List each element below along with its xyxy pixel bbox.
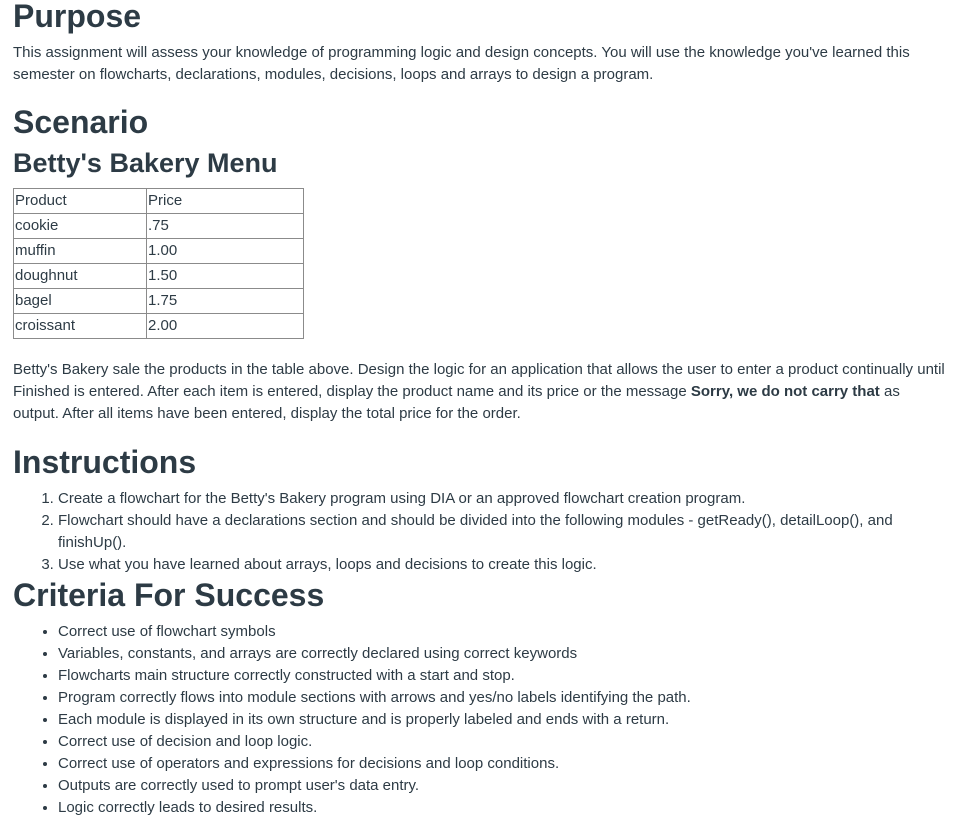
product-cell: cookie xyxy=(14,214,147,239)
scenario-body xyxy=(13,359,948,425)
table-row xyxy=(14,264,304,289)
product-cell: doughnut xyxy=(14,264,147,289)
price-cell: 2.00 xyxy=(147,314,304,339)
scenario-body-bold: Sorry, we do not carry that xyxy=(690,383,880,400)
list-item: • Outputs are correctly used to prompt user's data entry. xyxy=(58,775,958,797)
scenario-body-part2: as output. After all items have been entered, display the total price for the order. xyxy=(13,383,900,422)
list-item: • Program correctly flows into module sections with arrows and yes/no labels identifying the path. xyxy=(58,687,958,709)
scenario-body-part1: Betty's Bakery sale the products in the table above. Design the logic for an application that allows the user to enter a product continually until Finished is entered. After each item is entered, display the product name and its price or the message xyxy=(13,361,945,400)
table-row xyxy=(14,239,304,264)
list-item: 1. Create a flowchart for the Betty's Bakery program using DIA or an approved flowchart creation program. xyxy=(58,488,938,510)
purpose-heading: Purpose xyxy=(13,0,142,34)
table-header-product: Product xyxy=(14,189,147,214)
list-item: • Variables, constants, and arrays are correctly declared using correct keywords xyxy=(58,643,958,665)
list-item: 2. Flowchart should have a declarations section and should be divided into the following modules - getReady(), detailLoop(), and finishUp(). xyxy=(58,510,938,554)
price-cell: .75 xyxy=(147,214,304,239)
scenario-heading: Scenario xyxy=(13,104,149,140)
purpose-body: This assignment will assess your knowledge of programming logic and design concepts. You will use the knowledge you've learned this semester on flowcharts, declarations, modules, decisions, loops and arrays to design a program. xyxy=(13,44,910,83)
product-cell: muffin xyxy=(14,239,147,264)
price-cell: 1.50 xyxy=(147,264,304,289)
list-item: 3. Use what you have learned about arrays, loops and decisions to create this logic. xyxy=(58,554,938,576)
criteria-list xyxy=(13,621,958,819)
price-cell: 1.75 xyxy=(147,289,304,314)
product-cell: bagel xyxy=(14,289,147,314)
criteria-heading: Criteria For Success xyxy=(13,577,325,613)
table-header-price: Price xyxy=(147,189,304,214)
list-item: • Correct use of flowchart symbols xyxy=(58,621,958,643)
table-header-row xyxy=(14,189,304,214)
table-row xyxy=(14,289,304,314)
table-row xyxy=(14,314,304,339)
list-item: • Flowcharts main structure correctly constructed with a start and stop. xyxy=(58,665,958,687)
list-item: • Logic correctly leads to desired results. xyxy=(58,797,958,819)
list-item: • Correct use of decision and loop logic. xyxy=(58,731,958,753)
product-cell: croissant xyxy=(14,314,147,339)
list-item: • Each module is displayed in its own structure and is properly labeled and ends with a return. xyxy=(58,709,958,731)
table-row xyxy=(14,214,304,239)
menu-table xyxy=(13,188,304,339)
instructions-list xyxy=(13,488,938,576)
instructions-heading: Instructions xyxy=(13,444,197,480)
list-item: • Correct use of operators and expressions for decisions and loop conditions. xyxy=(58,753,958,775)
price-cell: 1.00 xyxy=(147,239,304,264)
menu-subheading: Betty's Bakery Menu xyxy=(13,148,278,178)
